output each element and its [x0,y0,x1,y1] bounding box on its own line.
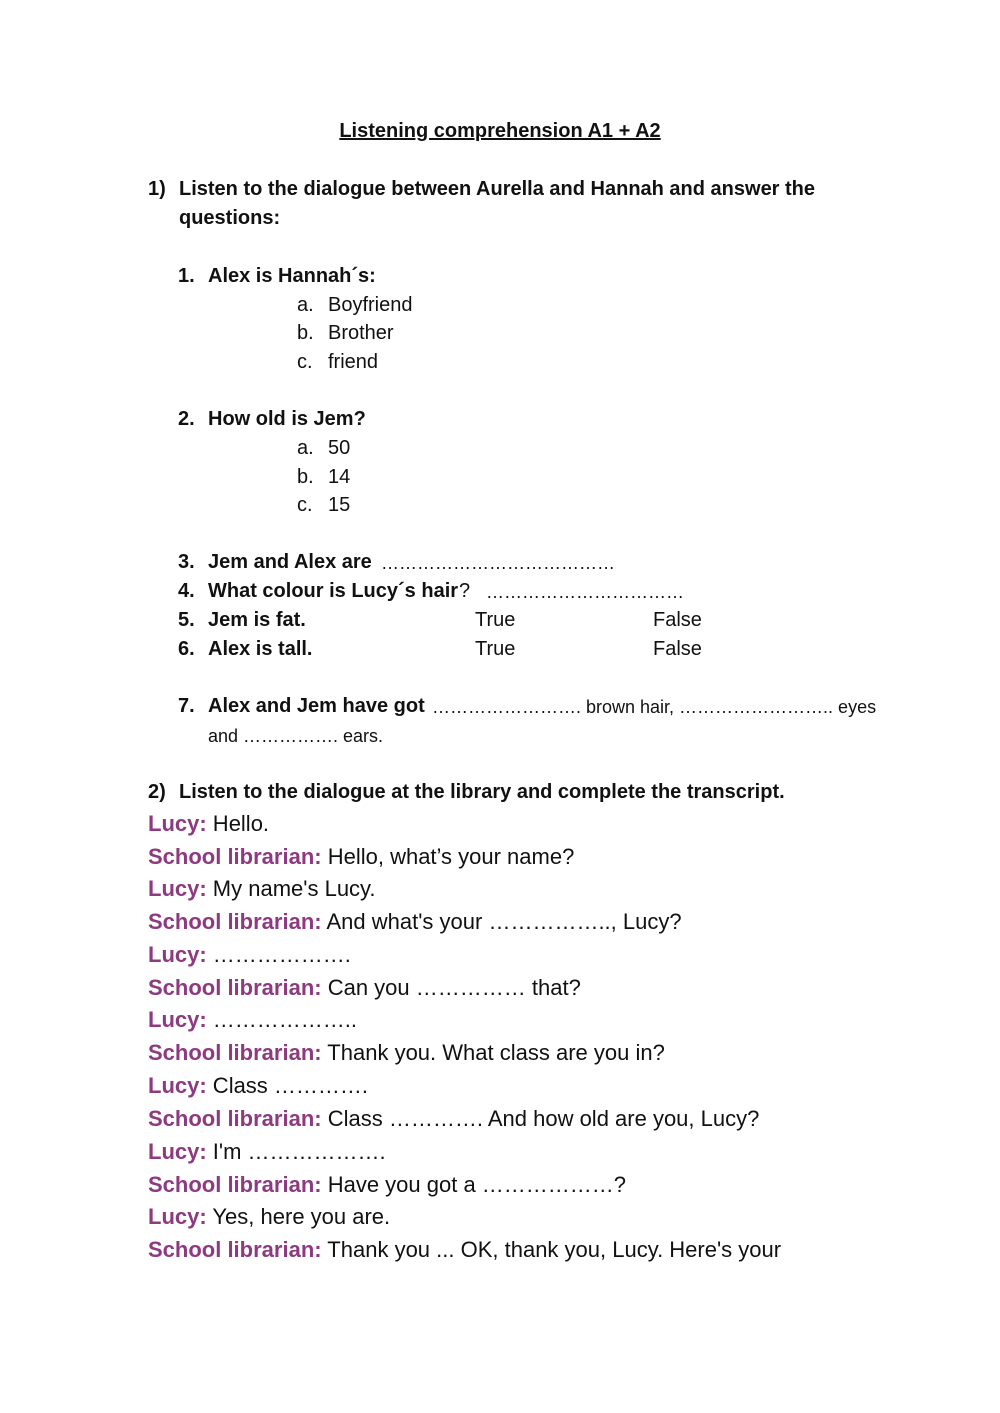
speaker-label: School librarian: [148,1040,322,1065]
dialogue-text: Thank you. What class are you in? [321,1040,665,1065]
q4-text: What colour is Lucy´s hair [208,580,459,602]
q2-option-b-letter: b. [297,466,314,488]
q1-number: 1. [178,265,195,287]
q5-number: 5. [178,609,195,631]
dialogue-text: Yes, here you are. [206,1204,391,1229]
dialogue-line [148,1007,357,1033]
dialogue-line [148,1073,368,1099]
speaker-label: School librarian: [148,1172,322,1197]
dialogue-text: Hello. [206,811,270,836]
dialogue-text-with-blank[interactable]: Class …………. And how old are you, Lucy? [321,1106,760,1131]
q2-option-a-letter: a. [297,437,314,459]
q3-number: 3. [178,551,195,573]
q2-option-c-letter: c. [297,494,313,516]
q4-number: 4. [178,580,195,602]
dialogue-line [148,942,351,968]
dialogue-line [148,1106,759,1132]
q3-answer-blank[interactable]: ………………………………… [381,553,615,573]
q2-option-a-text: 50 [328,437,351,459]
q2-option-c-text: 15 [328,494,351,516]
speaker-label: School librarian: [148,1237,322,1262]
dialogue-line [148,1172,626,1198]
dialogue-line [148,1237,781,1263]
q7-number: 7. [178,695,195,717]
q1-option-c-letter: c. [297,351,313,373]
section-1-heading-line2: questions: [179,207,281,229]
q1-option-b-text: Brother [328,322,394,344]
q6-false-option[interactable]: False [653,638,702,660]
speaker-label: Lucy: [148,811,207,836]
q7-line1-blanks[interactable]: ……………………. brown hair, …………………….. eyes [432,697,877,717]
dialogue-line [148,975,581,1001]
section-1-number: 1) [148,178,166,200]
q6-true-option[interactable]: True [475,638,516,660]
dialogue-text-with-blank[interactable]: ………………. [206,942,351,967]
dialogue-line [148,909,682,935]
speaker-label: School librarian: [148,1106,322,1131]
speaker-label: Lucy: [148,1073,207,1098]
q6-text: Alex is tall. [208,638,313,660]
dialogue-text-with-blank[interactable]: Have you got a ………………? [321,1172,627,1197]
dialogue-line [148,1040,665,1066]
q4-question-mark: ? [459,580,471,602]
q7-text: Alex and Jem have got [208,695,425,717]
q1-option-c-text: friend [328,351,379,373]
speaker-label: School librarian: [148,844,322,869]
dialogue-line [148,1139,386,1165]
dialogue-line [148,844,574,870]
q5-true-option[interactable]: True [475,609,516,631]
q6-number: 6. [178,638,195,660]
section-1-heading-line1: Listen to the dialogue between Aurella and Hannah and answer the [179,178,816,200]
dialogue-text-with-blank[interactable]: And what's your …………….., Lucy? [321,909,682,934]
speaker-label: Lucy: [148,1204,207,1229]
speaker-label: Lucy: [148,1007,207,1032]
speaker-label: School librarian: [148,975,322,1000]
dialogue-text-with-blank[interactable]: ……………….. [206,1007,358,1032]
speaker-label: Lucy: [148,942,207,967]
dialogue-text: My name's Lucy. [206,876,376,901]
q1-text: Alex is Hannah´s: [208,265,376,287]
dialogue-line [148,876,376,902]
dialogue-text-with-blank[interactable]: Class …………. [206,1073,369,1098]
q4-answer-blank[interactable]: …………………………… [486,582,684,602]
q1-option-a-letter: a. [297,294,314,316]
q7-line2-blanks[interactable]: and ……………. ears. [208,726,384,746]
dialogue-text: Thank you ... OK, thank you, Lucy. Here's your [321,1237,782,1262]
q2-option-b-text: 14 [328,466,351,488]
dialogue-text: Hello, what’s your name? [321,844,575,869]
speaker-label: Lucy: [148,876,207,901]
dialogue-line [148,811,269,837]
section-2-number: 2) [148,781,166,803]
q1-option-b-letter: b. [297,322,314,344]
dialogue-text-with-blank[interactable]: Can you …………… that? [321,975,581,1000]
q5-text: Jem is fat. [208,609,306,631]
q5-false-option[interactable]: False [653,609,702,631]
q2-number: 2. [178,408,195,430]
q1-option-a-text: Boyfriend [328,294,413,316]
q2-text: How old is Jem? [208,408,366,430]
page-title: Listening comprehension A1 + A2 [339,120,661,142]
dialogue-line [148,1204,390,1230]
section-2-heading: Listen to the dialogue at the library and complete the transcript. [179,781,785,803]
dialogue-text-with-blank[interactable]: I'm ………………. [206,1139,386,1164]
speaker-label: Lucy: [148,1139,207,1164]
q3-text: Jem and Alex are [208,551,372,573]
speaker-label: School librarian: [148,909,322,934]
